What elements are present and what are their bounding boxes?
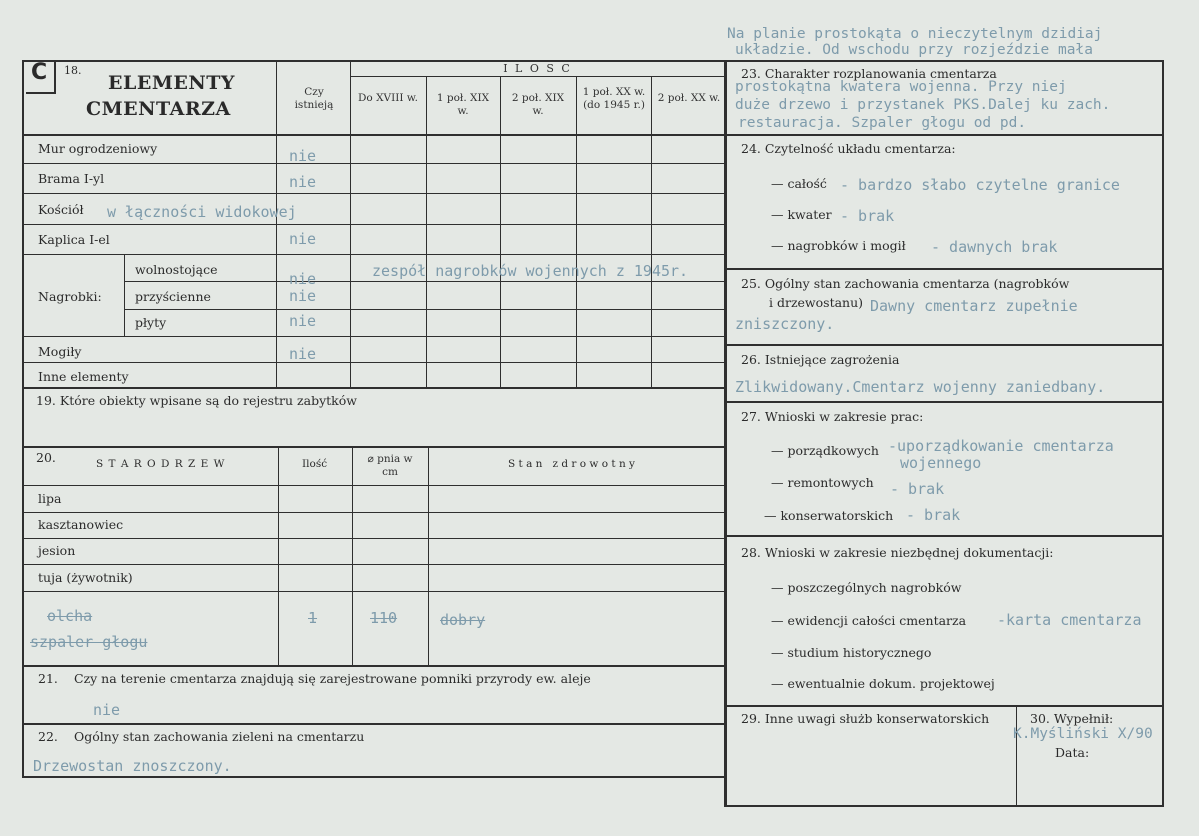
tree-extra-pnia: 110 [370, 609, 398, 627]
row-value-kosciol: w łączności widokowej [107, 203, 297, 221]
sec20-col-ilosc [278, 446, 279, 666]
row-label-kaplica: Kaplica I-el [38, 232, 110, 247]
row-label-plyty: płyty [135, 315, 167, 330]
row-label-mur: Mur ogrodzeniowy [38, 141, 158, 156]
sec25-value2: zniszczony. [735, 315, 835, 333]
sec28-top [725, 535, 1164, 537]
row-label-brama: Brama I-yl [38, 171, 105, 186]
sec24-nagrobkow-label: — nagrobków i mogił [771, 238, 906, 253]
nagrobki-divider [124, 254, 125, 336]
sec19-top [22, 387, 725, 389]
sec30-value: K.Myśliński X/90 [1013, 726, 1153, 742]
top-note-line1: Na planie prostokąta o nieczytelnym dzidiaj [727, 26, 1103, 42]
sec27-porz-value2: wojennego [900, 454, 982, 472]
row-value-kaplica: nie [289, 230, 317, 248]
sec20-ilosc-header: Ilość [302, 458, 328, 470]
zespol-note: zespół nagrobków wojennych z 1945r. [372, 262, 689, 280]
sec23-label: 23. Charakter rozplanowania cmentarza [741, 66, 997, 81]
sec27-porz-value1: -uporządkowanie cmentarza [888, 437, 1114, 455]
tree-row-line [22, 591, 725, 592]
row-value-mur: nie [289, 147, 317, 165]
sec27-porz-label: — porządkowych [771, 443, 879, 458]
sec22-label: Ogólny stan zachowania zieleni na cmentarzu [74, 729, 365, 744]
tree-extra-ilosc: 1 [308, 609, 318, 627]
col-p2 [426, 76, 427, 388]
tree-extra-stan: dobry [440, 611, 486, 629]
row-value-brama: nie [289, 173, 317, 191]
row-line [22, 336, 725, 337]
sec26-label: 26. Istniejące zagrożenia [741, 352, 900, 367]
col-p5 [651, 76, 652, 388]
row-value-wolnostojace: nie [289, 270, 317, 288]
row-line [22, 224, 725, 225]
ilosc-header: I L O S C [503, 62, 572, 75]
frame-bottom-left [22, 776, 725, 778]
sec20-header: S T A R O D R Z E W [96, 458, 226, 470]
sec27-rem-value: - brak [890, 480, 945, 498]
tree-jesion: jesion [38, 543, 76, 558]
col-p4 [576, 76, 577, 388]
frame-right [1162, 60, 1164, 807]
top-note-line2: układzie. Od wschodu przy rozjeździe mała [735, 42, 1093, 58]
tree-extra-olcha: olcha [47, 607, 93, 625]
sec28-item-d: — ewentualnie dokum. projektowej [771, 676, 995, 691]
sec24-nagrobkow-value: - dawnych brak [931, 238, 1058, 256]
frame-left [22, 60, 24, 777]
sec28-item-a: — poszczególnych nagrobków [771, 580, 962, 595]
row-line [22, 362, 725, 363]
sec25-label1: 25. Ogólny stan zachowania cmentarza (nagrobków [741, 276, 1070, 291]
sec30-date-label: Data: [1055, 745, 1090, 760]
sec20-number: 20. [36, 450, 56, 465]
sec18-number: 18. [64, 64, 82, 77]
sec21-top [22, 665, 725, 667]
sec23-text3: restauracja. Szpaler głogu od pd. [738, 115, 1027, 131]
row-label-przyscienne: przyścienne [135, 289, 211, 304]
sec18-title1: ELEMENTY [108, 72, 235, 94]
sec25-label2: i drzewostanu) [769, 295, 864, 310]
row-label-kosciol: Kościół [38, 202, 84, 217]
sec20-pnia-header: ⌀ pnia w cm [367, 453, 413, 478]
row-label-inne: Inne elementy [38, 369, 129, 384]
sec24-calosc-label: — całość [771, 176, 827, 191]
row-value-mogily: nie [289, 345, 317, 363]
sec27-kons-label: — konserwatorskich [764, 508, 894, 523]
sec22-value: Drzewostan znoszczony. [33, 757, 232, 775]
sec24-calosc-value: - bardzo słabo czytelne granice [840, 176, 1120, 194]
sec27-kons-value: - brak [906, 506, 961, 524]
tree-row-line [22, 564, 725, 565]
row-line [124, 281, 725, 282]
tree-lipa: lipa [38, 491, 62, 506]
sec23-text2: duże drzewo i przystanek PKS.Dalej ku zach. [735, 97, 1111, 113]
sec24-top [725, 134, 1164, 136]
row-line [22, 193, 725, 194]
exists-header: Czy istnieją [294, 86, 334, 111]
row-value-przyscienne: nie [289, 287, 317, 305]
col-p3 [500, 76, 501, 388]
sec20-col-stan [428, 446, 429, 666]
row-line [124, 309, 725, 310]
sec30-divider [1016, 705, 1017, 806]
tree-row-line [22, 512, 725, 513]
tree-row-line [22, 538, 725, 539]
sec27-rem-label: — remontowych [771, 475, 874, 490]
sec26-top [725, 344, 1164, 346]
tree-extra-szpaler: szpaler głogu [30, 633, 148, 651]
sec28-label: 28. Wnioski w zakresie niezbędnej dokumentacji: [741, 545, 1054, 560]
period-header: 1 poł. XIX w. [436, 92, 490, 117]
sec20-header-bottom [22, 485, 725, 486]
frame-middle [724, 60, 727, 807]
row-line [22, 163, 725, 164]
sec21-label: Czy na terenie cmentarza znajdują się zarejestrowane pomniki przyrody ew. aleje [74, 671, 591, 686]
sec19-label: 19. Które obiekty wpisane są do rejestru zabytków [36, 393, 357, 408]
sec29-label: 29. Inne uwagi służb konserwatorskich [741, 711, 990, 726]
sec20-top [22, 446, 725, 448]
tree-tuja: tuja (żywotnik) [38, 570, 133, 585]
sec27-top [725, 401, 1164, 403]
period-header: 1 poł. XX w. (do 1945 r.) [582, 86, 646, 111]
header-bottom [22, 134, 725, 136]
sec25-value1: Dawny cmentarz zupełnie [870, 297, 1078, 315]
sec18-title2: CMENTARZA [86, 98, 231, 120]
sec24-kwater-value: - brak [840, 207, 895, 225]
row-line [22, 254, 725, 255]
sec27-label: 27. Wnioski w zakresie prac: [741, 409, 924, 424]
row-label-nagrobki: Nagrobki: [38, 289, 102, 304]
sec20-col-pnia [352, 446, 353, 666]
sec26-value: Zlikwidowany.Cmentarz wojenny zaniedbany. [735, 378, 1106, 396]
row-value-plyty: nie [289, 312, 317, 330]
sec28-item-b-value: -karta cmentarza [997, 611, 1142, 629]
sec23-text1: prostokątna kwatera wojenna. Przy niej [735, 79, 1067, 95]
sec21-value: nie [93, 701, 121, 719]
ilosc-underline [350, 76, 725, 77]
sec24-label: 24. Czytelność układu cmentarza: [741, 141, 956, 156]
sec20-stan-header: S t a n z d r o w o t n y [508, 458, 635, 470]
frame-bottom-right [725, 805, 1164, 807]
period-header: 2 poł. XIX w. [511, 92, 565, 117]
sec21-number: 21. [38, 671, 58, 686]
sec22-top [22, 723, 725, 725]
row-label-wolnostojace: wolnostojące [135, 262, 218, 277]
sec24-kwater-label: — kwater [771, 207, 832, 222]
tree-kasztanowiec: kasztanowiec [38, 517, 124, 532]
sec30-label: 30. Wypełnił: [1030, 711, 1114, 726]
corner-letter: C [31, 60, 48, 85]
sec29-top [725, 705, 1164, 707]
period-header: Do XVIII w. [358, 92, 418, 104]
row-label-mogily: Mogiły [38, 344, 82, 359]
sec28-item-c: — studium historycznego [771, 645, 932, 660]
sec25-top [725, 268, 1164, 270]
sec28-item-b: — ewidencji całości cmentarza [771, 613, 967, 628]
period-header: 2 poł. XX w. [657, 92, 721, 104]
sec22-number: 22. [38, 729, 58, 744]
